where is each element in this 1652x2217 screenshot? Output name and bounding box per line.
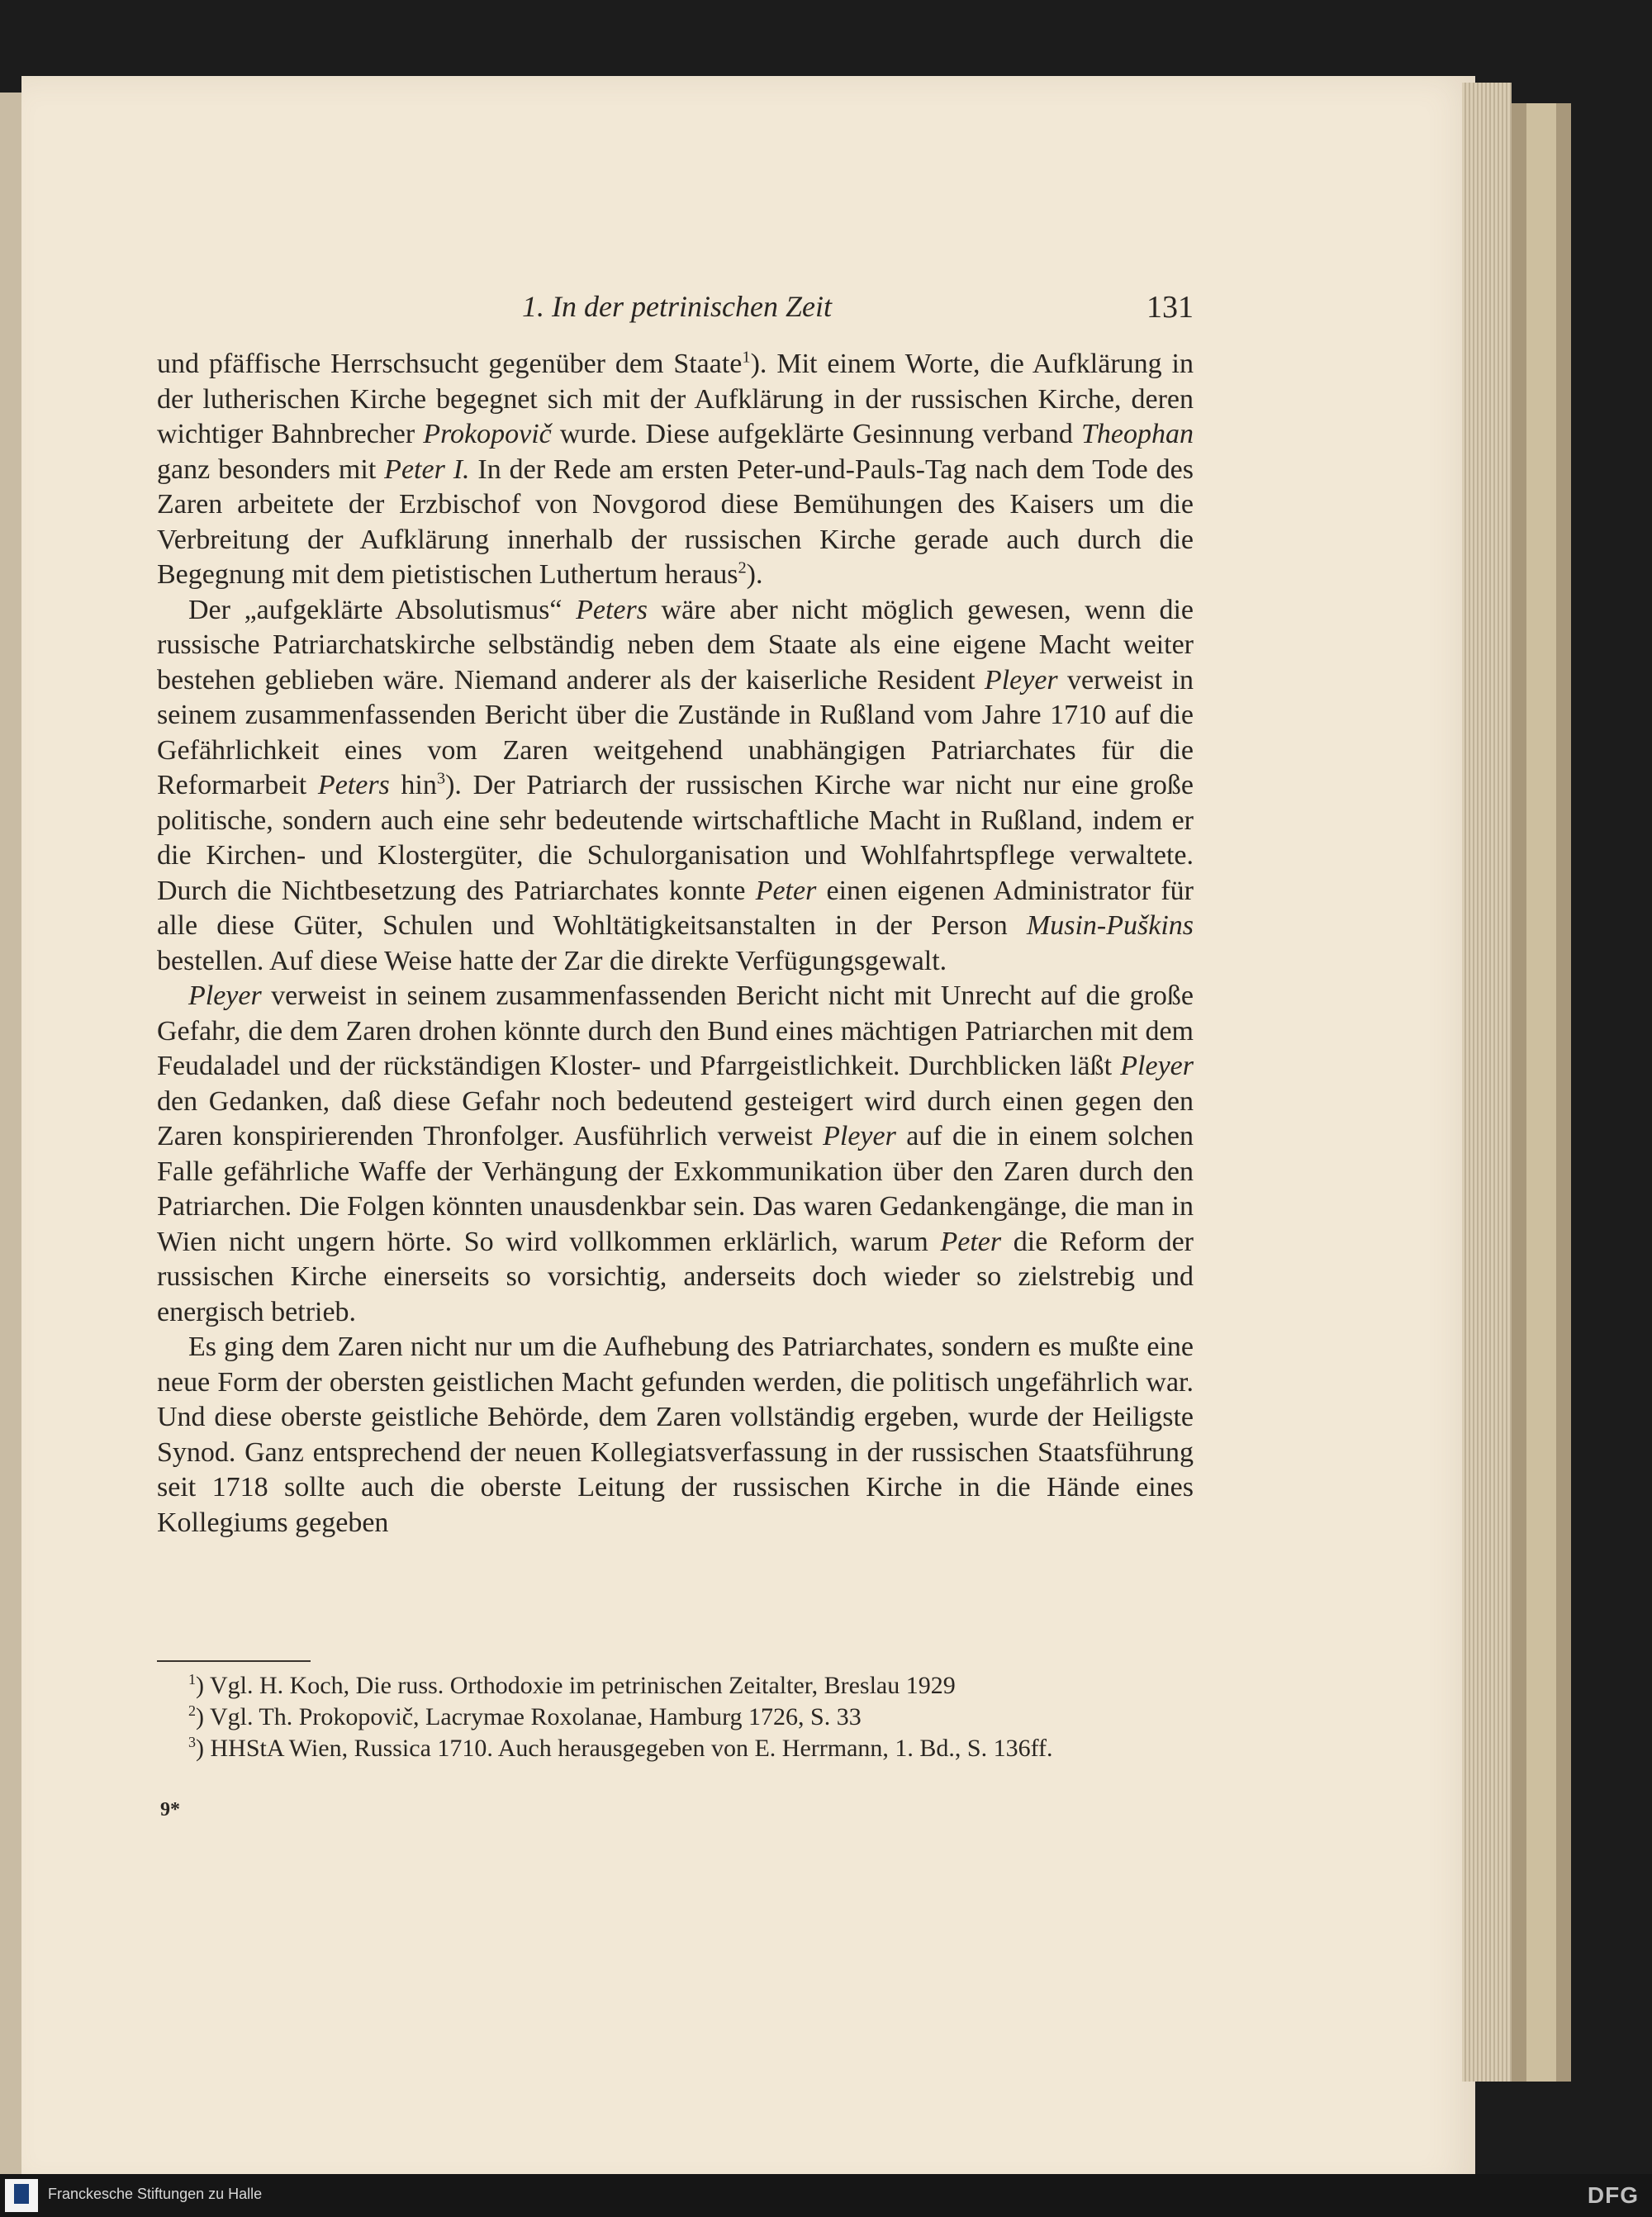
footnotes <box>157 1670 1194 1764</box>
facing-page-edge <box>0 93 21 2191</box>
footnote-ref-2: 2 <box>738 558 747 577</box>
page-header <box>157 289 1194 330</box>
paragraph-4: Es ging dem Zaren nicht nur um die Aufhebung des Patriarchates, sondern es mußte eine neue Form der obersten geistlichen Macht gefunden werden, die politisch ungefährlich war. Und diese oberste geistliche Behörde, dem Zaren vollständig ergeben, wurde der Heiligste Synod. Ganz entsprechend der neuen Kollegiatsverfassung in der russischen Staatsführung seit 1718 sollte auch die oberste Leitung der russischen Kirche in die Hände eines Kollegiums gegeben <box>157 1332 1194 1538</box>
main-text <box>157 347 1194 1541</box>
name-theophan: Theophan <box>1081 419 1194 449</box>
name-pleyer: Pleyer <box>823 1121 896 1151</box>
institution-name: Franckesche Stiftungen zu Halle <box>48 2186 263 2202</box>
footnote-3: $^3$) HHStA Wien, Russica 1710. Auch herausgegeben von E. Herrmann, 1. Bd., S. 136ff. <box>188 1734 1053 1762</box>
name-peters: Peters <box>576 594 648 625</box>
institution-logo-icon <box>5 2179 38 2212</box>
name-peters: Peters <box>317 770 390 800</box>
name-musin-puskins: Musin-Puškins <box>1026 910 1194 941</box>
footnote-2: $^2$) Vgl. Th. Prokopovič, Lacrymae Roxolanae, Hamburg 1726, S. 33 <box>188 1702 862 1730</box>
book-cover-edge <box>1512 103 1571 2082</box>
name-peter-i: Peter I. <box>384 453 470 485</box>
paragraph-3: Pleyer verweist in seinem zusammenfassenden Bericht nicht mit Unrecht auf die große Gefahr, die dem Zaren drohen könnte durch den Bund eines mächtigen Patriarchen mit dem Feudaladel und der rückständigen Kloster- und Pfarrgeistlichkeit. Durchblicken läßt Pleyer den Gedanken, daß diese Gefahr noch bedeutend gesteigert wird durch einen gegen den Zaren konspirierenden Thronfolger. Ausführlich verweist Pleyer auf die in einem solchen Falle gefährliche Waffe der Verhängung der Exkommunikation über den Zaren durch den Patriarchen. Die Folgen könnten unausdenkbar sein. Das waren Gedankengänge, die man in Wien nicht ungern hörte. So wird vollkommen erklärlich, warum Peter die Reform der russischen Kirche einerseits so vorsichtig, anderseits doch wieder so zielstrebig und energisch betrieb. <box>157 980 1194 1327</box>
running-head: 1. In der petrinischen Zeit <box>522 290 832 323</box>
footnote-1: $^1$) Vgl. H. Koch, Die russ. Orthodoxie im petrinischen Zeitalter, Breslau 1929 <box>188 1671 956 1699</box>
signature-mark: 9* <box>160 1799 180 1821</box>
page-block-edges <box>1462 83 1512 2082</box>
name-pleyer: Pleyer <box>1120 1051 1194 1081</box>
name-peter: Peter <box>755 875 817 906</box>
name-pleyer: Pleyer <box>984 664 1058 695</box>
viewer-footer-bar <box>0 2174 1652 2217</box>
name-pleyer: Pleyer <box>188 980 262 1011</box>
footnote-rule <box>157 1660 311 1662</box>
paragraph-2: Der „aufgeklärte Absolutismus“ Peters wäre aber nicht möglich gewesen, wenn die russische Patriarchatskirche selbständig neben dem Staate als eine eigene Macht weiter bestehen geblieben wäre. Niemand anderer als der kaiserliche Resident Pleyer verweist in seinem zusammenfassenden Bericht über die Zustände in Rußland vom Jahre 1710 auf die Gefährlichkeit eines vom Zaren weitgehend unabhängigen Patriarchates für die Reformarbeit Peters hin$^3$). Der Patriarch der russischen Kirche war nicht nur eine große politische, sondern auch eine sehr bedeutende wirtschaftliche Macht in Rußland, indem er die Kirchen- und Klostergüter, die Schulorganisation und Wohlfahrtspflege verwaltete. Durch die Nichtbesetzung des Patriarchates konnte Peter einen eigenen Administrator für alle diese Güter, Schulen und Wohltätigkeitsanstalten in der Person Musin-Puškins bestellen. Auf diese Weise hatte der Zar die direkte Verfügungsgewalt. <box>157 594 1194 976</box>
footnote-ref-3: 3 <box>436 769 446 788</box>
dfg-logo: DFG <box>1587 2182 1639 2208</box>
paragraph-1: und pfäffische Herrschsucht gegenüber dem Staate$^1$). Mit einem Worte, die Aufklärung in der lutherischen Kirche begegnet sich mit der Aufklärung in der russischen Kirche, deren wichtiger Bahnbrecher Prokopovič wurde. Diese aufgeklärte Gesinnung verband Theophan ganz besonders mit Peter I. In der Rede am ersten Peter-und-Pauls-Tag nach dem Tode des Zaren arbeitete der Erzbischof von Novgorod diese Bemühungen des Kaisers um die Verbreitung der Aufklärung innerhalb der russischen Kirche gerade auch durch die Begegnung mit dem pietistischen Luthertum heraus$^2$). <box>157 348 1194 590</box>
name-prokopovic: Prokopovič <box>423 419 552 449</box>
name-peter: Peter <box>940 1226 1002 1257</box>
footnote-ref-1: 1 <box>742 348 751 367</box>
page-number: 131 <box>1146 290 1194 325</box>
